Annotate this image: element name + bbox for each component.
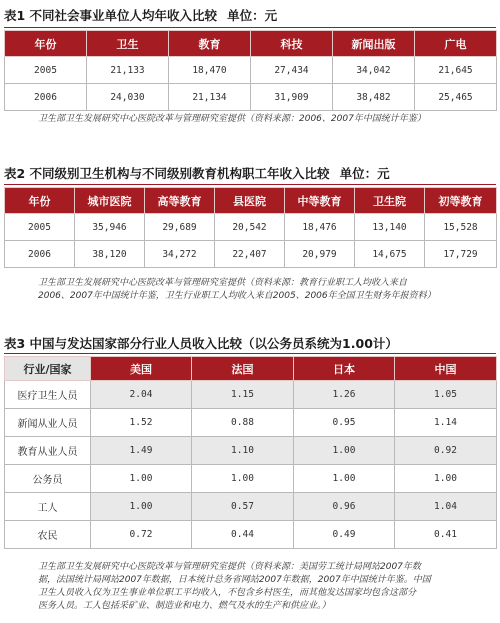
table2-header: 年份: [5, 188, 75, 214]
table-cell: 0.96: [294, 493, 395, 521]
table-cell: 1.00: [294, 437, 395, 465]
table2-top-rule: [4, 184, 496, 185]
note-line: 医务人员。工人包括采矿业、制造业和电力、燃气及水的生产和供应业。）: [38, 601, 331, 611]
table-cell: 29,689: [145, 214, 215, 241]
table2-title: 表2 不同级别卫生机构与不同级别教育机构职工年收入比较: [4, 166, 330, 181]
table3-header: 行业/国家: [5, 357, 91, 381]
table-cell: 1.49: [91, 437, 192, 465]
table1-header: 年份: [5, 31, 87, 57]
row-label: 新闻从业人员: [5, 409, 91, 437]
table-cell: 2005: [5, 57, 87, 84]
table-cell: 0.72: [91, 521, 192, 549]
row-label: 公务员: [5, 465, 91, 493]
table-cell: 1.00: [192, 465, 294, 493]
table2-header: 卫生院: [355, 188, 425, 214]
table-cell: 0.95: [294, 409, 395, 437]
table-cell: 35,946: [75, 214, 145, 241]
note-line: 卫生部卫生发展研究中心医院改革与管理研究室提供（资料来源：2006、2007年中国统计年鉴）: [38, 114, 426, 124]
table1-header: 教育: [169, 31, 251, 57]
table-row: [5, 241, 497, 268]
table-cell: 38,482: [333, 84, 415, 111]
table-row: [5, 465, 497, 493]
table-cell: 0.41: [395, 521, 497, 549]
row-label: 工人: [5, 493, 91, 521]
table-cell: 34,272: [145, 241, 215, 268]
table3-source-note: [38, 561, 431, 613]
table2-header: 初等教育: [425, 188, 497, 214]
table1-header: 广电: [415, 31, 497, 57]
table-cell: 0.88: [192, 409, 294, 437]
table3-header: 日本: [294, 357, 395, 381]
table1-source-note: [38, 113, 426, 126]
table-cell: 22,407: [215, 241, 285, 268]
table-cell: 0.92: [395, 437, 497, 465]
table3-header: 美国: [91, 357, 192, 381]
table-cell: 2006: [5, 84, 87, 111]
table2-header: 城市医院: [75, 188, 145, 214]
table-row: [5, 84, 497, 111]
table1-header: 科技: [251, 31, 333, 57]
table2: [4, 187, 497, 268]
table-cell: 17,729: [425, 241, 497, 268]
table1-title: 表1 不同社会事业单位人均年收入比较: [4, 8, 218, 23]
table1: [4, 30, 497, 111]
table2-header-row: [5, 188, 497, 214]
table1-caption: [4, 6, 277, 24]
table3-header: 中国: [395, 357, 497, 381]
table-cell: 15,528: [425, 214, 497, 241]
table3-title: 表3 中国与发达国家部分行业人员收入比较（以公务员系统为1.00计）: [4, 336, 398, 351]
table1-top-rule: [4, 27, 496, 28]
table-cell: 1.15: [192, 381, 294, 409]
table2-header: 高等教育: [145, 188, 215, 214]
table-cell: 1.04: [395, 493, 497, 521]
table-cell: 2005: [5, 214, 75, 241]
table-cell: 2006: [5, 241, 75, 268]
table-cell: 13,140: [355, 214, 425, 241]
table-cell: 21,134: [169, 84, 251, 111]
table-cell: 38,120: [75, 241, 145, 268]
table-row: [5, 409, 497, 437]
table-cell: 1.00: [294, 465, 395, 493]
table-row: [5, 57, 497, 84]
table2-header: 县医院: [215, 188, 285, 214]
table-cell: 0.57: [192, 493, 294, 521]
table3-top-rule: [4, 353, 496, 354]
table-cell: 27,434: [251, 57, 333, 84]
row-label: 教育从业人员: [5, 437, 91, 465]
table1-header: 卫生: [87, 31, 169, 57]
note-line: 2006、2007年中国统计年鉴，卫生行业职工人均收入来自2005、2006年全国卫生财务年报资料）: [38, 291, 436, 301]
table-cell: 1.10: [192, 437, 294, 465]
table-row: [5, 493, 497, 521]
note-line: 卫生部卫生发展研究中心医院改革与管理研究室提供（资料来源：美国劳工统计局网站2007年数: [38, 562, 421, 572]
table-row: [5, 521, 497, 549]
table3-header: 法国: [192, 357, 294, 381]
table-cell: 0.44: [192, 521, 294, 549]
table3: [4, 356, 497, 549]
table-cell: 0.49: [294, 521, 395, 549]
row-label: 农民: [5, 521, 91, 549]
table-cell: 1.00: [395, 465, 497, 493]
table3-header-row: [5, 357, 497, 381]
table-cell: 18,476: [285, 214, 355, 241]
table-row: [5, 437, 497, 465]
note-line: 卫生部卫生发展研究中心医院改革与管理研究室提供（资料来源：教育行业职工人均收入来自: [38, 278, 408, 288]
row-label: 医疗卫生人员: [5, 381, 91, 409]
table1-header: 新闻出版: [333, 31, 415, 57]
table-cell: 1.26: [294, 381, 395, 409]
table-cell: 20,542: [215, 214, 285, 241]
table-cell: 20,979: [285, 241, 355, 268]
table2-source-note: [38, 277, 436, 303]
table-cell: 1.00: [91, 465, 192, 493]
table-row: [5, 214, 497, 241]
table-cell: 2.04: [91, 381, 192, 409]
table-cell: 21,133: [87, 57, 169, 84]
table-cell: 25,465: [415, 84, 497, 111]
table2-header: 中等教育: [285, 188, 355, 214]
table-cell: 21,645: [415, 57, 497, 84]
table-cell: 1.00: [91, 493, 192, 521]
table2-unit: 单位：元: [339, 166, 390, 181]
table-cell: 1.52: [91, 409, 192, 437]
table-row: [5, 381, 497, 409]
table-cell: 1.14: [395, 409, 497, 437]
note-line: 据，法国统计局网站2007年数据，日本统计总务省网站2007年数据，2007年中国统计年鉴。中国: [38, 575, 431, 585]
table3-caption: [4, 334, 398, 352]
table-cell: 31,909: [251, 84, 333, 111]
table1-unit: 单位：元: [227, 8, 278, 23]
table-cell: 24,030: [87, 84, 169, 111]
table-cell: 18,470: [169, 57, 251, 84]
table-cell: 34,042: [333, 57, 415, 84]
table-cell: 1.05: [395, 381, 497, 409]
table1-header-row: [5, 31, 497, 57]
note-line: 卫生人员收入仅为卫生事业单位职工平均收入，不包含乡村医生，而其他发达国家均包含这部分: [38, 588, 417, 598]
table2-caption: [4, 164, 390, 182]
table-cell: 14,675: [355, 241, 425, 268]
